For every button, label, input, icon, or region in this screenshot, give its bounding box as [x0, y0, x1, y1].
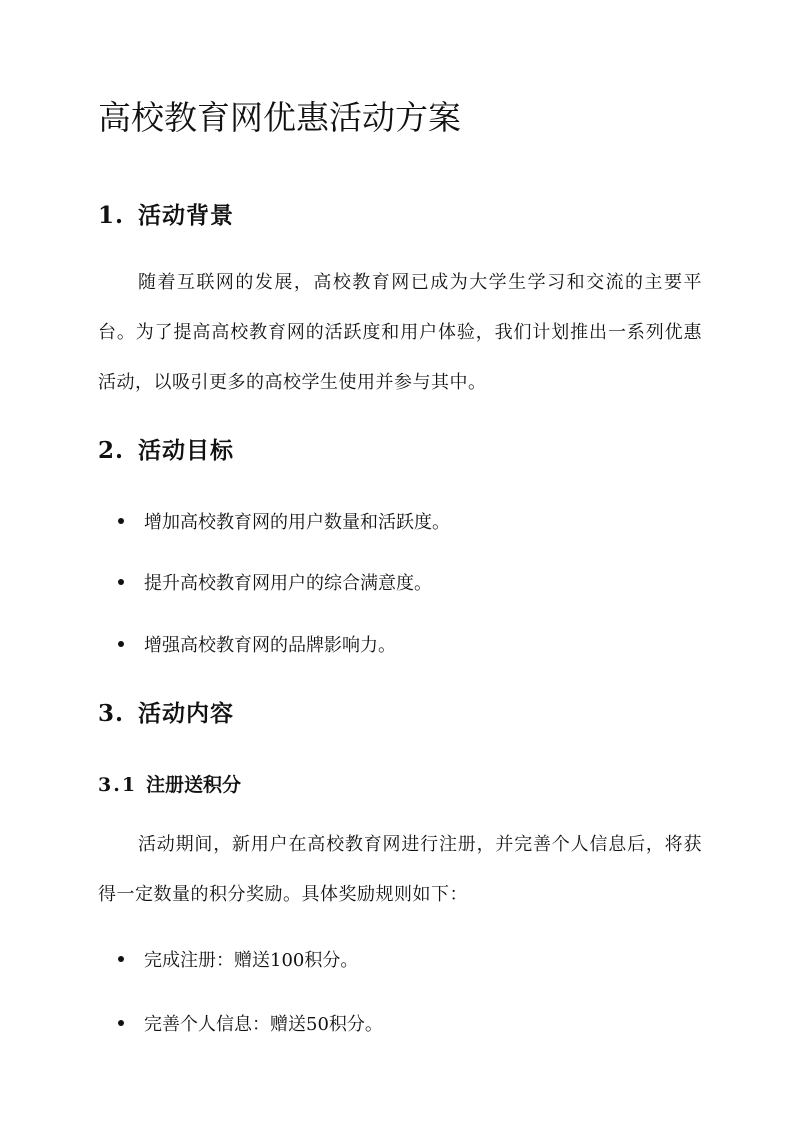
section-heading-content	[98, 695, 234, 728]
list-item	[118, 631, 396, 657]
section-number: 2.	[98, 437, 125, 464]
section-heading-background	[98, 197, 234, 230]
list-item	[118, 569, 432, 595]
list-item-text: 增强高校教育网的品牌影响力。	[144, 635, 396, 656]
subsection-number: 3.1	[98, 774, 138, 796]
subsection-title: 注册送积分	[146, 774, 242, 796]
bullet-icon	[118, 956, 124, 962]
document-title: 高校教育网优惠活动方案	[98, 98, 461, 137]
bullet-icon	[118, 641, 124, 647]
section-title: 活动背景	[138, 202, 234, 229]
bullet-icon	[118, 1020, 124, 1026]
subsection-heading-registration	[98, 770, 241, 797]
list-item-text: 提升高校教育网用户的综合满意度。	[144, 573, 432, 594]
list-item-text: 完成注册：赠送100积分。	[144, 950, 359, 971]
bullet-icon	[118, 579, 124, 585]
section-number: 3.	[98, 700, 125, 727]
list-item-text: 完善个人信息：赠送50积分。	[144, 1014, 383, 1035]
background-paragraph: 随着互联网的发展，高校教育网已成为大学生学习和交流的主要平台。为了提高高校教育网的活跃度和用户体验，我们计划推出一系列优惠活动，以吸引更多的高校学生使用并参与其中。	[98, 272, 702, 393]
section-number: 1.	[98, 202, 125, 229]
list-item	[118, 508, 450, 534]
list-item	[118, 1010, 383, 1036]
registration-paragraph: 活动期间，新用户在高校教育网进行注册，并完善个人信息后，将获得一定数量的积分奖励。具体奖励规则如下：	[98, 834, 702, 905]
list-item-text: 增加高校教育网的用户数量和活跃度。	[144, 512, 450, 533]
bullet-icon	[118, 518, 124, 524]
section-title: 活动目标	[138, 437, 234, 464]
section-title: 活动内容	[138, 700, 234, 727]
list-item	[118, 946, 358, 972]
section-heading-goals	[98, 432, 234, 465]
